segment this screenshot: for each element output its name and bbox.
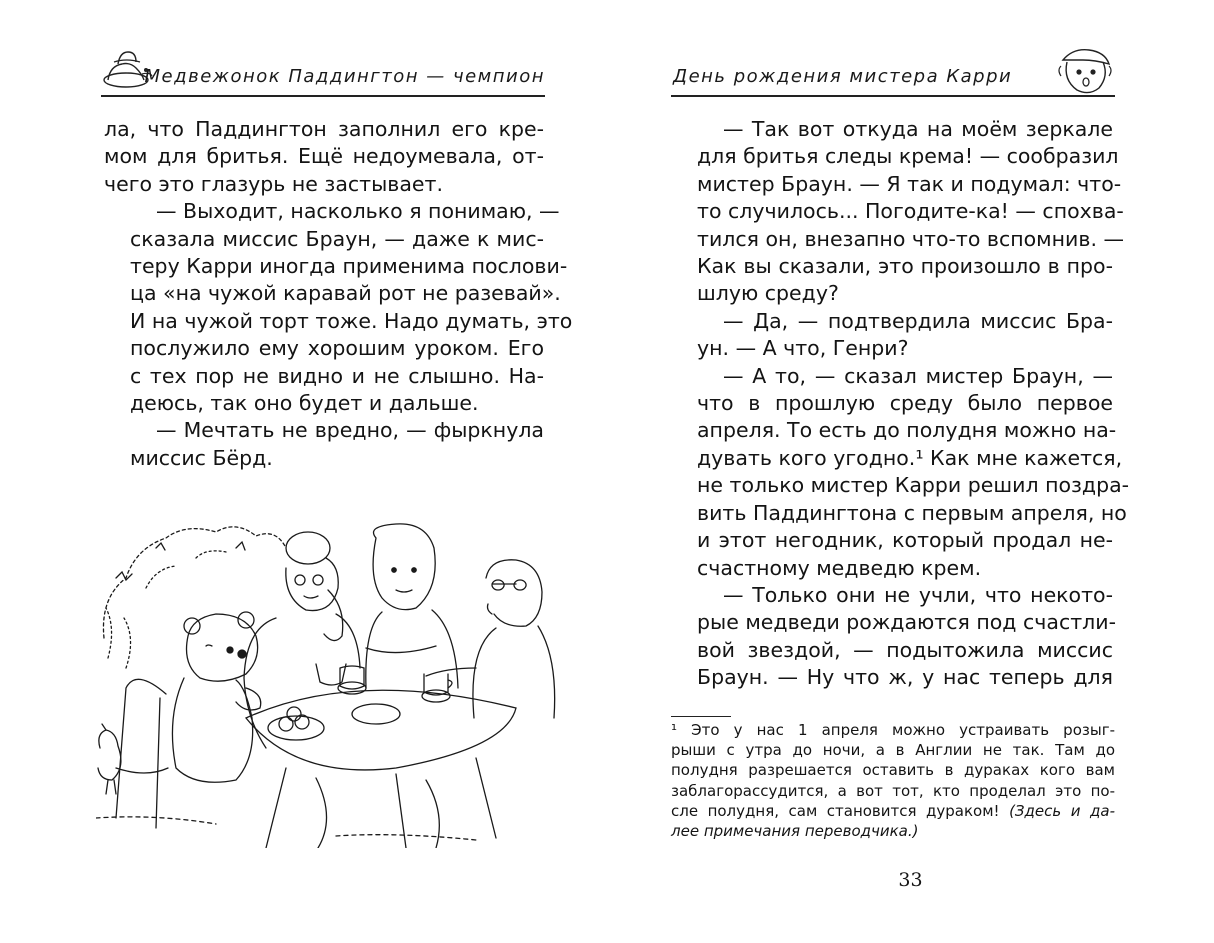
header-rule <box>101 95 545 97</box>
text-line: мом для бритья. Ещё недоумевала, от- <box>104 144 544 169</box>
text-line: — Выходит, насколько я понимаю, — <box>156 199 560 224</box>
footnote-rule <box>671 716 731 717</box>
right-page <box>607 0 1214 943</box>
text-line: деюсь, так оно будет и дальше. <box>130 391 479 416</box>
footnote-italic-note: лее примечания переводчика.) <box>671 822 919 841</box>
footnote-line: рыши с утра до ночи, а в Англии не так. Там до <box>671 741 1115 760</box>
text-line: тился он, внезапно что-то вспомнив. — <box>697 226 1124 251</box>
footnote-italic-note: (Здесь и да- <box>1009 801 1115 820</box>
paragraph <box>671 363 1130 582</box>
footnote-line <box>671 821 1115 841</box>
running-head: Медвежонок Паддингтон — чемпион <box>144 66 545 87</box>
text-line: дувать кого угодно.¹ Как мне кажется, <box>697 445 1123 470</box>
text-line: для бритья следы крема! — сообразил <box>697 144 1119 169</box>
text-line: с тех пор не видно и не слышно. На- <box>130 363 544 388</box>
text-line: и этот негодник, который продал не- <box>697 528 1113 553</box>
bear-face-icon <box>1055 46 1115 98</box>
text-line: ун. — А что, Генри? <box>697 336 909 361</box>
text-line: Браун. — Ну что ж, у нас теперь для <box>697 665 1113 690</box>
text-line: что в прошлую среду было первое <box>697 391 1113 416</box>
text-line: вой звездой, — подытожила миссис <box>697 637 1113 662</box>
text-line: рые медведи рождаются под счастли- <box>697 610 1116 635</box>
text-line: счастному медведю крем. <box>697 555 982 580</box>
running-head: День рождения мистера Карри <box>673 66 1013 87</box>
text-line: теру Карри иногда применима послови- <box>130 254 568 279</box>
page-number: 33 <box>898 869 923 891</box>
text-line: послужило ему хорошим уроком. Его <box>130 336 544 361</box>
text-line: Как вы сказали, это произошло в про- <box>697 254 1113 279</box>
paragraph <box>104 198 573 417</box>
text-line: то случилось... Погодите-ка! — спохва- <box>697 199 1124 224</box>
text-line: вить Паддингтона с первым апреля, но <box>697 500 1127 525</box>
footnote-line: полудня разрешается оставить в дураках кого вам <box>671 761 1115 780</box>
text-line: — А то, — сказал мистер Браун, — <box>723 363 1113 388</box>
text-line: — Так вот откуда на моём зеркале <box>723 117 1113 141</box>
text-line: — Мечтать не вредно, — фыркнула <box>156 418 544 443</box>
text-line: апреля. То есть до полудня можно на- <box>697 418 1117 443</box>
footnote-line: заблагорассудится, а вот тот, кто проделал это по- <box>671 781 1115 800</box>
paragraph <box>671 582 1116 692</box>
text-line: ла, что Паддингтон заполнил его кре- <box>104 117 544 141</box>
text-line: — Только они не учли, что некото- <box>723 582 1113 607</box>
left-body-text <box>104 116 573 472</box>
paragraph <box>104 116 544 198</box>
text-line: миссис Бёрд. <box>130 445 273 470</box>
footnote-line-with-italic <box>671 801 1115 821</box>
header-rule <box>671 95 1115 97</box>
footnote-text: сле полудня, сам становится дураком! <box>671 801 1000 820</box>
paragraph <box>104 417 544 472</box>
footnote <box>671 720 1115 841</box>
text-line: И на чужой торт тоже. Надо думать, это <box>130 308 573 333</box>
right-body-text <box>671 116 1130 692</box>
footnote-line: ¹ Это у нас 1 апреля можно устраивать розыг- <box>671 721 1115 739</box>
text-line: ца «на чужой каравай рот не разевай». <box>130 281 561 306</box>
text-line: — Да, — подтвердила миссис Бра- <box>723 308 1113 333</box>
paragraph <box>671 308 1113 363</box>
text-line: сказала миссис Браун, — даже к мис- <box>130 226 544 251</box>
tea-party-illustration <box>96 518 560 848</box>
text-line: не только мистер Карри решил поздра- <box>697 473 1130 498</box>
text-line: шлую среду? <box>697 281 839 306</box>
text-line: мистер Браун. — Я так и подумал: что- <box>697 171 1122 196</box>
paragraph <box>671 116 1124 308</box>
text-line: чего это глазурь не застывает. <box>104 171 443 196</box>
